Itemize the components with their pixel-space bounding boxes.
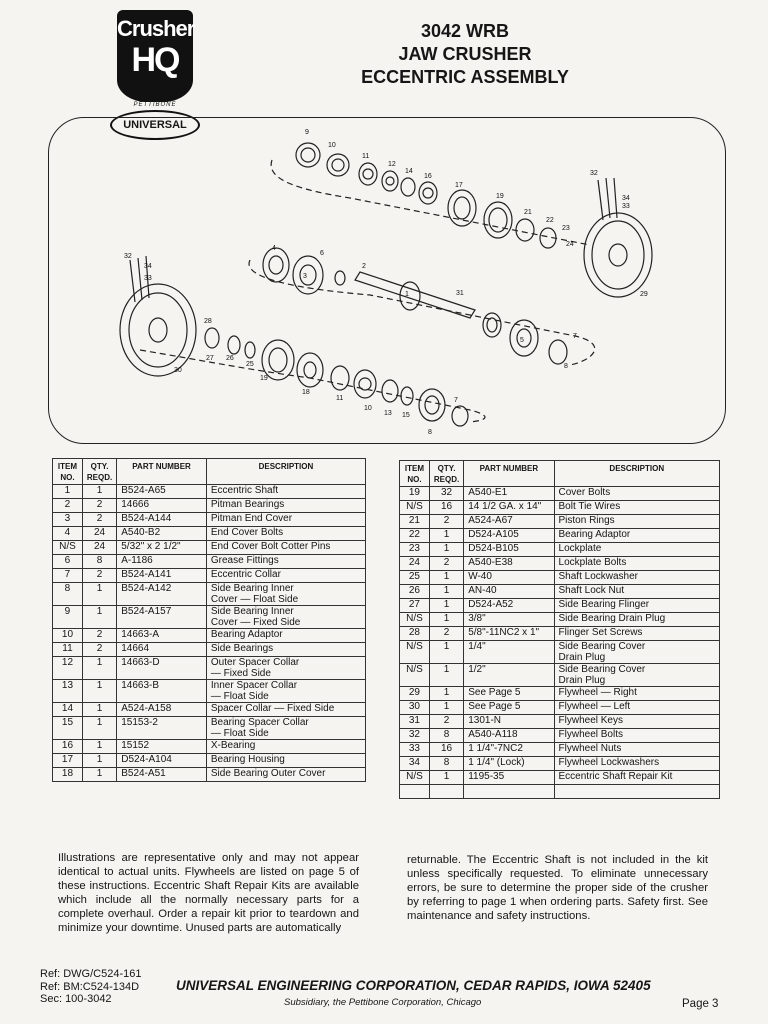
cell-desc: Lockplate Bolts bbox=[554, 557, 719, 571]
callout: 2 bbox=[362, 263, 366, 270]
cell-item: 34 bbox=[400, 757, 430, 771]
cell-desc: Grease Fittings bbox=[206, 555, 365, 569]
cell-part: 14666 bbox=[117, 499, 207, 513]
cell-item: 1 bbox=[53, 485, 83, 499]
cell-item: 29 bbox=[400, 687, 430, 701]
cell-item: 26 bbox=[400, 585, 430, 599]
cell-part: A540-E1 bbox=[464, 487, 554, 501]
table-row bbox=[400, 543, 720, 557]
callout: 33 bbox=[144, 275, 152, 282]
cell-qty: 1 bbox=[82, 768, 116, 782]
callout: 5 bbox=[520, 337, 524, 344]
table-row bbox=[400, 771, 720, 785]
cell-part: See Page 5 bbox=[464, 687, 554, 701]
cell-desc: Bearing Adaptor bbox=[206, 629, 365, 643]
table-row bbox=[53, 606, 366, 629]
cell-item: N/S bbox=[53, 541, 83, 555]
cell-qty: 1 bbox=[429, 613, 463, 627]
cell-desc: Cover Bolts bbox=[554, 487, 719, 501]
callout: 8 bbox=[428, 429, 432, 436]
cell-part: A524-A158 bbox=[117, 703, 207, 717]
table-row bbox=[53, 717, 366, 740]
cell-item: 18 bbox=[53, 768, 83, 782]
cell-item: 3 bbox=[53, 513, 83, 527]
cell-desc: Flywheel — Left bbox=[554, 701, 719, 715]
cell-part: 1 1/4"-7NC2 bbox=[464, 743, 554, 757]
table-row bbox=[400, 701, 720, 715]
callout: 15 bbox=[402, 412, 410, 419]
cell-part: B524-A157 bbox=[117, 606, 207, 629]
cell-part: 14663-D bbox=[117, 657, 207, 680]
cell-desc: Spacer Collar — Fixed Side bbox=[206, 703, 365, 717]
cell-item: 15 bbox=[53, 717, 83, 740]
cell-part: D524-A104 bbox=[117, 754, 207, 768]
universal-logo: UNIVERSAL bbox=[110, 110, 200, 140]
cell-desc: Eccentric Shaft Repair Kit bbox=[554, 771, 719, 785]
cell-qty: 16 bbox=[429, 501, 463, 515]
cell-item: 10 bbox=[53, 629, 83, 643]
callout: 34 bbox=[144, 263, 152, 270]
parts-table-right bbox=[399, 460, 720, 799]
cell-part: 14 1/2 GA. x 14" bbox=[464, 501, 554, 515]
table-row bbox=[53, 740, 366, 754]
cell-desc: Side Bearing Drain Plug bbox=[554, 613, 719, 627]
page-title bbox=[330, 20, 600, 89]
cell-part: 14663-A bbox=[117, 629, 207, 643]
cell-part bbox=[464, 785, 554, 799]
cell-item: 25 bbox=[400, 571, 430, 585]
cell-qty: 1 bbox=[82, 657, 116, 680]
table-row bbox=[400, 729, 720, 743]
callout: 30 bbox=[174, 367, 182, 374]
table-row bbox=[400, 529, 720, 543]
cell-item: 31 bbox=[400, 715, 430, 729]
cell-qty: 2 bbox=[429, 515, 463, 529]
cell-qty: 1 bbox=[429, 599, 463, 613]
cell-part: A540-B2 bbox=[117, 527, 207, 541]
cell-qty: 1 bbox=[429, 571, 463, 585]
cell-part: B524-A142 bbox=[117, 583, 207, 606]
cell-qty: 24 bbox=[82, 541, 116, 555]
cell-qty: 1 bbox=[82, 717, 116, 740]
table-row bbox=[400, 785, 720, 799]
table-row bbox=[53, 569, 366, 583]
cell-item: 30 bbox=[400, 701, 430, 715]
cell-desc: Side Bearing Inner Cover — Fixed Side bbox=[206, 606, 365, 629]
cell-part: B524-A144 bbox=[117, 513, 207, 527]
parts-table-left-body bbox=[53, 485, 366, 782]
cell-qty: 2 bbox=[82, 513, 116, 527]
cell-part: AN-40 bbox=[464, 585, 554, 599]
cell-part: B524-A141 bbox=[117, 569, 207, 583]
cell-item: 19 bbox=[400, 487, 430, 501]
cell-item: 24 bbox=[400, 557, 430, 571]
cell-qty bbox=[429, 785, 463, 799]
cell-part: 5/8"-11NC2 x 1" bbox=[464, 627, 554, 641]
cell-item: 7 bbox=[53, 569, 83, 583]
cell-qty: 1 bbox=[82, 754, 116, 768]
header-qty: QTY. REQD. bbox=[82, 459, 116, 485]
cell-part: 1 1/4" (Lock) bbox=[464, 757, 554, 771]
cell-item bbox=[400, 785, 430, 799]
cell-desc: Piston Rings bbox=[554, 515, 719, 529]
cell-item: N/S bbox=[400, 664, 430, 687]
cell-desc: Pitman Bearings bbox=[206, 499, 365, 513]
cell-qty: 1 bbox=[82, 485, 116, 499]
callout: 8 bbox=[564, 363, 568, 370]
cell-part: A540-A118 bbox=[464, 729, 554, 743]
cell-part: 14664 bbox=[117, 643, 207, 657]
cell-part: 1195-35 bbox=[464, 771, 554, 785]
table-row bbox=[400, 557, 720, 571]
callout: 27 bbox=[206, 355, 214, 362]
callout: 14 bbox=[405, 168, 413, 175]
callout: 11 bbox=[362, 153, 370, 160]
cell-desc: Pitman End Cover bbox=[206, 513, 365, 527]
cell-item: 12 bbox=[53, 657, 83, 680]
table-row bbox=[53, 680, 366, 703]
cell-desc: Side Bearing Outer Cover bbox=[206, 768, 365, 782]
cell-qty: 1 bbox=[429, 529, 463, 543]
cell-desc: Shaft Lockwasher bbox=[554, 571, 719, 585]
cell-item: N/S bbox=[400, 771, 430, 785]
callout: 10 bbox=[364, 405, 372, 412]
header-part: PART NUMBER bbox=[464, 461, 554, 487]
ref-sec: Sec: 100-3042 bbox=[40, 993, 112, 1005]
cell-qty: 1 bbox=[429, 585, 463, 599]
callout: 26 bbox=[226, 355, 234, 362]
cell-qty: 8 bbox=[429, 757, 463, 771]
cell-qty: 2 bbox=[82, 643, 116, 657]
callout: 32 bbox=[124, 253, 132, 260]
table-row bbox=[400, 743, 720, 757]
cell-qty: 8 bbox=[429, 729, 463, 743]
cell-desc: End Cover Bolts bbox=[206, 527, 365, 541]
callout: 23 bbox=[562, 225, 570, 232]
table-row bbox=[53, 513, 366, 527]
exploded-assembly-diagram bbox=[50, 120, 722, 440]
header-part: PART NUMBER bbox=[117, 459, 207, 485]
cell-item: 4 bbox=[53, 527, 83, 541]
callout: 34 bbox=[622, 195, 630, 202]
cell-part: W-40 bbox=[464, 571, 554, 585]
cell-part: 1301-N bbox=[464, 715, 554, 729]
cell-qty: 16 bbox=[429, 743, 463, 757]
cell-item: 28 bbox=[400, 627, 430, 641]
cell-desc: Flinger Set Screws bbox=[554, 627, 719, 641]
table-row bbox=[53, 754, 366, 768]
callout: 18 bbox=[302, 389, 310, 396]
table-row bbox=[400, 585, 720, 599]
cell-qty: 1 bbox=[429, 687, 463, 701]
table-row bbox=[400, 687, 720, 701]
cell-desc: Flywheel Keys bbox=[554, 715, 719, 729]
cell-part: See Page 5 bbox=[464, 701, 554, 715]
cell-part: D524-A105 bbox=[464, 529, 554, 543]
cell-qty: 2 bbox=[429, 557, 463, 571]
cell-item: 14 bbox=[53, 703, 83, 717]
header-qty: QTY. REQD. bbox=[429, 461, 463, 487]
cell-part: 5/32" x 2 1/2" bbox=[117, 541, 207, 555]
cell-desc: Side Bearing Inner Cover — Float Side bbox=[206, 583, 365, 606]
cell-item: 6 bbox=[53, 555, 83, 569]
cell-desc: Eccentric Collar bbox=[206, 569, 365, 583]
cell-desc: Inner Spacer Collar — Float Side bbox=[206, 680, 365, 703]
callout: 19 bbox=[496, 193, 504, 200]
cell-item: 21 bbox=[400, 515, 430, 529]
cell-part: B524-A51 bbox=[117, 768, 207, 782]
cell-item: 33 bbox=[400, 743, 430, 757]
cell-desc: Flywheel Lockwashers bbox=[554, 757, 719, 771]
cell-qty: 2 bbox=[429, 715, 463, 729]
pettibone-mark: PETTIBONE bbox=[133, 102, 177, 108]
reference-block bbox=[40, 968, 141, 1006]
notes-paragraph-right: returnable. The Eccentric Shaft is not included in the kit unless specifically requested. To eliminate unnecessary errors, be sure to determine the proper side of the crusher by referring to page 1 when ordering parts. Safety first. See maintenance and safety instructions. bbox=[407, 854, 708, 922]
cell-item: 16 bbox=[53, 740, 83, 754]
callout: 11 bbox=[336, 395, 344, 402]
cell-desc: Eccentric Shaft bbox=[206, 485, 365, 499]
callout: 9 bbox=[305, 129, 309, 136]
crusher-hq-logo bbox=[117, 10, 193, 102]
cell-item: 22 bbox=[400, 529, 430, 543]
cell-item: N/S bbox=[400, 501, 430, 515]
callout: 13 bbox=[384, 410, 392, 417]
header-desc: DESCRIPTION bbox=[554, 461, 719, 487]
cell-qty: 2 bbox=[82, 569, 116, 583]
cell-part: A524-A67 bbox=[464, 515, 554, 529]
callout: 10 bbox=[328, 142, 336, 149]
cell-desc: Flywheel Bolts bbox=[554, 729, 719, 743]
cell-qty: 2 bbox=[82, 629, 116, 643]
cell-desc: End Cover Bolt Cotter Pins bbox=[206, 541, 365, 555]
cell-desc bbox=[554, 785, 719, 799]
cell-desc: Flywheel — Right bbox=[554, 687, 719, 701]
cell-part: 1/2" bbox=[464, 664, 554, 687]
table-row bbox=[400, 641, 720, 664]
title-line2: JAW CRUSHER bbox=[398, 44, 532, 64]
table-row bbox=[53, 583, 366, 606]
cell-qty: 1 bbox=[429, 641, 463, 664]
table-row bbox=[53, 555, 366, 569]
cell-qty: 8 bbox=[82, 555, 116, 569]
header-item: ITEM NO. bbox=[400, 461, 430, 487]
callout: 24 bbox=[566, 241, 574, 248]
table-row bbox=[53, 643, 366, 657]
callout: 19 bbox=[260, 375, 268, 382]
cell-part: 14663-B bbox=[117, 680, 207, 703]
cell-qty: 1 bbox=[429, 664, 463, 687]
cell-desc: Side Bearing Cover Drain Plug bbox=[554, 641, 719, 664]
table-row bbox=[400, 501, 720, 515]
table-row bbox=[400, 664, 720, 687]
company-name: UNIVERSAL ENGINEERING CORPORATION, CEDAR RAPIDS, IOWA 52405 bbox=[176, 978, 651, 993]
cell-item: 11 bbox=[53, 643, 83, 657]
cell-desc: Outer Spacer Collar — Fixed Side bbox=[206, 657, 365, 680]
cell-part: 3/8" bbox=[464, 613, 554, 627]
title-line1: 3042 WRB bbox=[420, 21, 510, 41]
callout: 17 bbox=[455, 182, 463, 189]
callout: 28 bbox=[204, 318, 212, 325]
cell-item: 13 bbox=[53, 680, 83, 703]
table-row bbox=[53, 703, 366, 717]
cell-item: 2 bbox=[53, 499, 83, 513]
cell-desc: Lockplate bbox=[554, 543, 719, 557]
cell-desc: Flywheel Nuts bbox=[554, 743, 719, 757]
cell-part: B524-A65 bbox=[117, 485, 207, 499]
callout: 7 bbox=[573, 333, 577, 340]
cell-item: 9 bbox=[53, 606, 83, 629]
callout: 33 bbox=[622, 203, 630, 210]
cell-qty: 1 bbox=[429, 771, 463, 785]
callout: 31 bbox=[456, 290, 464, 297]
callout: 7 bbox=[454, 397, 458, 404]
table-row bbox=[53, 527, 366, 541]
cell-part: 15152 bbox=[117, 740, 207, 754]
ref-bm: Ref: BM:C524-134D bbox=[40, 980, 140, 993]
table-row bbox=[53, 541, 366, 555]
cell-part: A-1186 bbox=[117, 555, 207, 569]
cell-qty: 2 bbox=[82, 499, 116, 513]
notes-paragraph-left: Illustrations are representative only and may not appear identical to actual units. Flywheels are listed on page 5 of these instructions. Eccentric Shaft Repair Kits are available which include all the normally necessary parts for a complete overhaul. Order a repair kit prior to teardown and minimize your downtime. Unused parts are automatically bbox=[58, 852, 359, 934]
cell-item: 32 bbox=[400, 729, 430, 743]
callout: 16 bbox=[424, 173, 432, 180]
callout: 32 bbox=[590, 170, 598, 177]
cell-qty: 1 bbox=[429, 701, 463, 715]
cell-item: 23 bbox=[400, 543, 430, 557]
table-row bbox=[53, 499, 366, 513]
cell-part: 15153-2 bbox=[117, 717, 207, 740]
cell-item: N/S bbox=[400, 641, 430, 664]
cell-part: 1/4" bbox=[464, 641, 554, 664]
table-row bbox=[400, 515, 720, 529]
cell-item: 27 bbox=[400, 599, 430, 613]
callout: 21 bbox=[524, 209, 532, 216]
cell-desc: Side Bearing Flinger bbox=[554, 599, 719, 613]
table-row bbox=[400, 599, 720, 613]
callout: 22 bbox=[546, 217, 554, 224]
cell-desc: Side Bearing Cover Drain Plug bbox=[554, 664, 719, 687]
cell-desc: Shaft Lock Nut bbox=[554, 585, 719, 599]
callout: 4 bbox=[272, 245, 276, 252]
table-row bbox=[400, 571, 720, 585]
header-desc: DESCRIPTION bbox=[206, 459, 365, 485]
cell-part: D524-B105 bbox=[464, 543, 554, 557]
cell-item: N/S bbox=[400, 613, 430, 627]
parts-table-left bbox=[52, 458, 366, 782]
cell-desc: Bolt Tie Wires bbox=[554, 501, 719, 515]
subsidiary-line: Subsidiary, the Pettibone Corporation, Chicago bbox=[284, 997, 482, 1008]
cell-qty: 32 bbox=[429, 487, 463, 501]
cell-desc: Bearing Adaptor bbox=[554, 529, 719, 543]
cell-qty: 1 bbox=[82, 606, 116, 629]
logo-line1: Crusher bbox=[117, 16, 195, 41]
callout: 3 bbox=[303, 273, 307, 280]
cell-part: A540-E38 bbox=[464, 557, 554, 571]
table-row bbox=[53, 629, 366, 643]
header-item: ITEM NO. bbox=[53, 459, 83, 485]
callout: 25 bbox=[246, 361, 254, 368]
logo-line2: HQ bbox=[131, 41, 179, 79]
table-row bbox=[400, 487, 720, 501]
cell-qty: 1 bbox=[82, 703, 116, 717]
table-row bbox=[53, 485, 366, 499]
table-row bbox=[400, 613, 720, 627]
cell-part: D524-A52 bbox=[464, 599, 554, 613]
cell-item: 8 bbox=[53, 583, 83, 606]
cell-desc: Bearing Spacer Collar — Float Side bbox=[206, 717, 365, 740]
cell-qty: 1 bbox=[82, 583, 116, 606]
callout: 1 bbox=[405, 291, 409, 298]
cell-qty: 1 bbox=[82, 680, 116, 703]
page-number: Page 3 bbox=[682, 998, 719, 1010]
table-row bbox=[53, 657, 366, 680]
callout: 29 bbox=[640, 291, 648, 298]
title-line3: ECCENTRIC ASSEMBLY bbox=[361, 67, 569, 87]
cell-qty: 2 bbox=[429, 627, 463, 641]
cell-qty: 1 bbox=[82, 740, 116, 754]
table-row bbox=[400, 715, 720, 729]
cell-desc: Bearing Housing bbox=[206, 754, 365, 768]
table-row bbox=[53, 768, 366, 782]
cell-desc: X-Bearing bbox=[206, 740, 365, 754]
callout: 6 bbox=[320, 250, 324, 257]
callout: 12 bbox=[388, 161, 396, 168]
cell-qty: 24 bbox=[82, 527, 116, 541]
ref-dwg: Ref: DWG/C524-161 bbox=[40, 968, 142, 980]
cell-desc: Side Bearings bbox=[206, 643, 365, 657]
cell-qty: 1 bbox=[429, 543, 463, 557]
table-row bbox=[400, 627, 720, 641]
cell-item: 17 bbox=[53, 754, 83, 768]
parts-table-right-body bbox=[400, 487, 720, 799]
table-row bbox=[400, 757, 720, 771]
